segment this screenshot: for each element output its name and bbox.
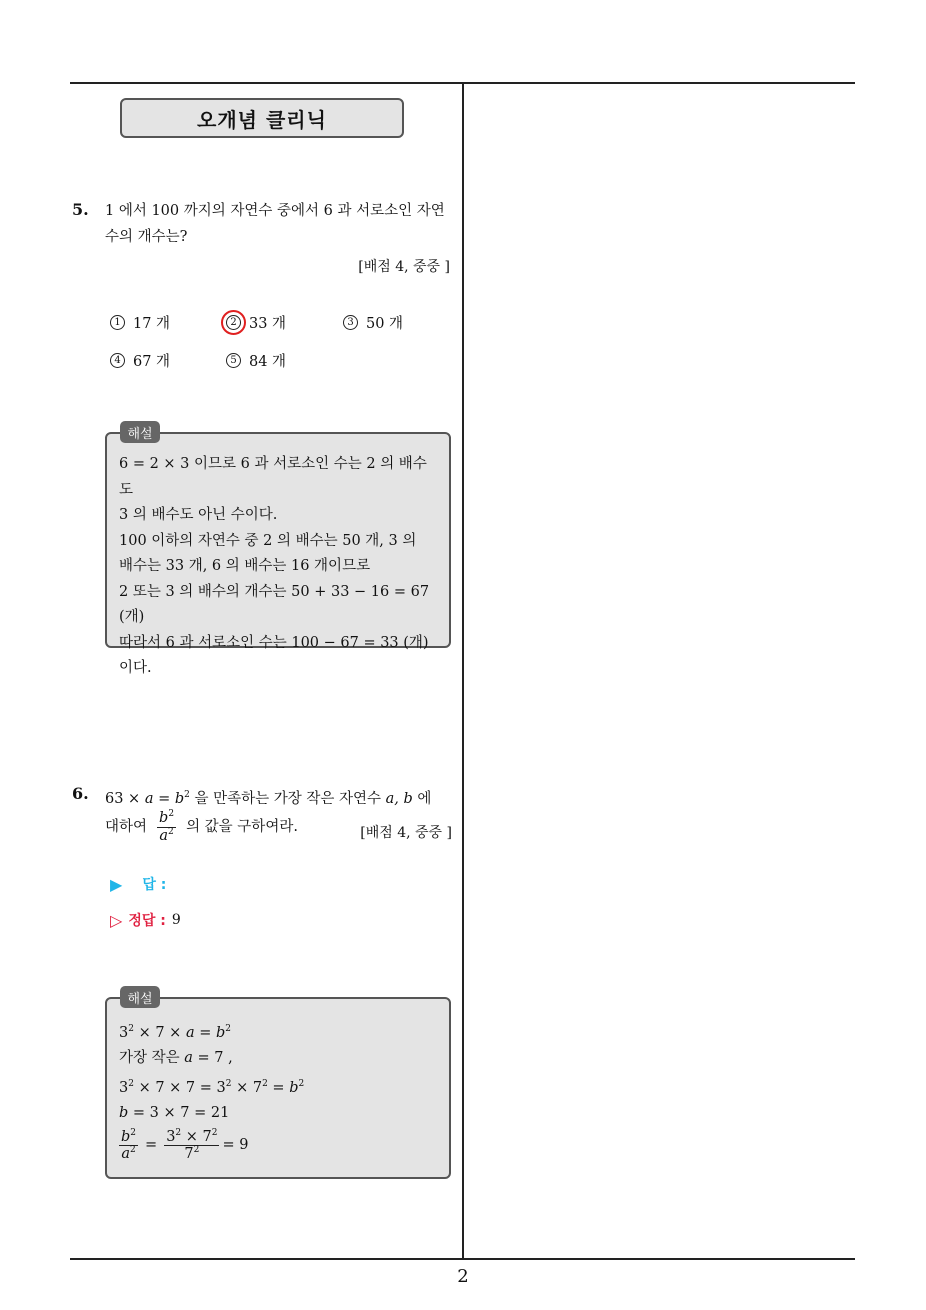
section-title: 오개념 클리닉	[120, 98, 404, 138]
q5-option-4[interactable]: 4 67 개	[110, 350, 170, 371]
explanation-line: 6 = 2 × 3 이므로 6 과 서로소인 수는 2 의 배수도	[119, 456, 427, 498]
bottom-rule	[70, 1258, 855, 1260]
q6-explanation	[105, 997, 451, 1179]
explanation-line: 2 또는 3 의 배수의 개수는 50 + 33 − 16 = 67 (개)	[119, 583, 430, 625]
q5-line1: 1 에서 100 까지의 자연수 중에서 6 과 서로소인 자연	[105, 203, 445, 219]
q6-explanation-tag: 해설	[120, 986, 160, 1008]
q5-text	[105, 198, 445, 250]
explanation-line: b = 3 × 7 = 21	[119, 1105, 230, 1122]
explanation-fraction-line: $\frac{b^2}{a^2}$ = $\frac{3^2 \times 7^2}{7^2}$ = 9	[121, 1127, 249, 1163]
b2-over-a2-fraction: $\frac{b^2}{a^2}$	[159, 809, 175, 844]
explanation-line: 3 의 배수도 아닌 수이다.	[119, 507, 278, 523]
explanation-line: $3^2 \times 7 \times a = b^2$	[119, 1024, 231, 1041]
explanation-line: 배수는 33 개, 6 의 배수는 16 개이므로	[119, 558, 371, 574]
circled-number-icon: 4	[110, 353, 125, 368]
result-fraction: $\frac{3^2 \times 7^2}{7^2}$	[166, 1127, 218, 1163]
q6-line2: 대하여 $\frac{b^2}{a^2}$ 의 값을 구하여라.	[105, 809, 298, 844]
q6-line1: $63 \times a = b^2$ 을 만족하는 가장 작은 자연수 a, b 에	[105, 790, 432, 807]
q6-answer-row[interactable]: ▶ 답 :	[110, 874, 167, 894]
column-divider	[462, 84, 464, 1258]
q6-number: 6.	[72, 784, 89, 803]
q5-option-2[interactable]: 2 33 개	[226, 312, 286, 333]
explanation-line: 가장 작은 a = 7 ,	[119, 1050, 233, 1067]
q5-option-1[interactable]: 1 17 개	[110, 312, 170, 333]
explanation-line: $3^2 \times 7 \times 7 = 3^2 \times 7^2 = b^2$	[119, 1078, 305, 1096]
q5-explanation	[105, 432, 451, 676]
explanation-line: 따라서 6 과 서로소인 수는 100 − 67 = 33 (개)	[119, 634, 429, 651]
page-number: 2	[457, 1266, 469, 1287]
q5-option-5[interactable]: 5 84 개	[226, 350, 286, 371]
q5-option-3[interactable]: 3 50 개	[343, 312, 403, 333]
circled-number-icon: 5	[226, 353, 241, 368]
q5-score: [배점 4, 중중 ]	[358, 259, 450, 275]
b2-over-a2-fraction: $\frac{b^2}{a^2}$	[121, 1127, 137, 1163]
q5-number: 5.	[72, 200, 89, 219]
circled-number-icon: 2	[226, 315, 241, 330]
q5-line2: 수의 개수는?	[105, 229, 188, 245]
circled-number-icon: 1	[110, 315, 125, 330]
explanation-line: 이다.	[119, 660, 152, 676]
q6-correct-answer: ▷ 정답 : 9	[110, 910, 181, 930]
q6-score: [배점 4, 중중 ]	[360, 825, 452, 841]
explanation-line: 100 이하의 자연수 중 2 의 배수는 50 개, 3 의	[119, 532, 417, 549]
q5-explanation-tag: 해설	[120, 421, 160, 443]
play-arrow-icon: ▶	[110, 874, 123, 894]
circled-number-icon: 3	[343, 315, 358, 330]
outline-arrow-icon: ▷	[110, 910, 123, 930]
